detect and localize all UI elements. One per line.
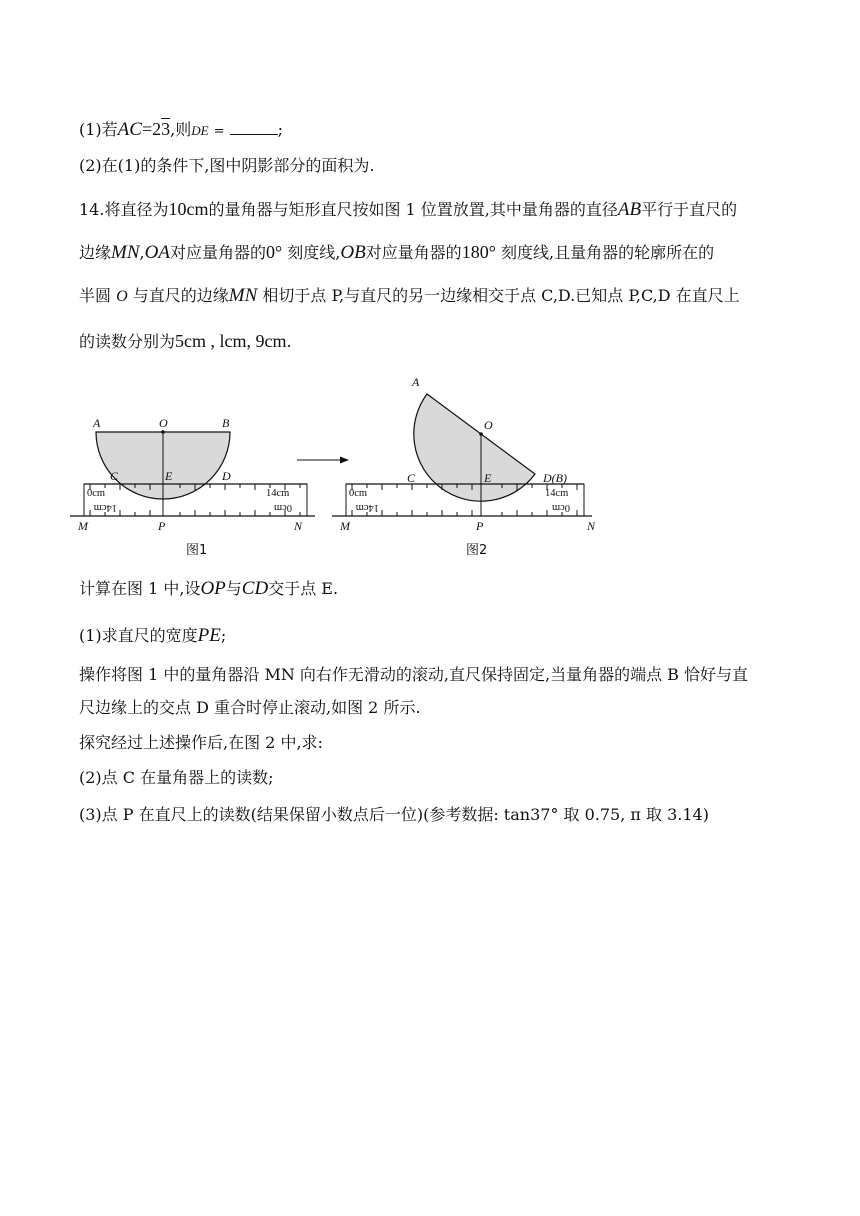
label-e-2: E [484,471,492,485]
label-o-2: O [484,418,493,432]
t: 边缘 [79,243,112,262]
ruler-1-14cm-flipped: 14cm [93,502,117,513]
s3-line: (3)点 P 在直尺上的读数(结果保留小数点后一位)(参考数据: tan37° 取 0.75, π 取 3.14) [79,805,709,824]
op-line1: 操作将图 1 中的量角器沿 MN 向右作无滑动的滚动,直尺保持固定,当量角器的端点 B 恰好与直 [79,665,749,684]
label-a-1: A [93,416,101,430]
t: OB [340,242,366,263]
label-c-2: C [407,471,416,485]
figure-diagrams [70,370,610,560]
p14-line3 [79,285,740,308]
q1-end: ; [277,120,284,139]
t: 5cm , lcm, 9cm [175,331,287,351]
point-o-2 [479,432,483,436]
answer-blank [230,120,278,135]
ruler-1-14cm: 14cm [266,488,290,499]
t: 对应量角器的 [169,243,266,262]
p14-line1 [79,198,737,221]
p14-line4 [79,330,292,353]
label-n-1: N [294,519,303,533]
t: , [139,243,145,262]
t: (1)求直尺的宽度 [79,626,198,645]
ruler-2-14cm: 14cm [545,488,569,499]
op-line2: 尺边缘上的交点 D 重合时停止滚动,如图 2 所示. [79,698,421,717]
t: 相切于点 P,与直尺的另一边缘相交于点 C,D.已知点 P,C,D 在直尺上 [262,286,740,305]
label-o-1: O [159,416,168,430]
t: 10cm [168,199,209,219]
label-d-1: D [222,469,231,483]
label-db-2: D(B) [543,471,567,485]
label-b-1: B [222,416,230,430]
label-p-2: P [476,519,484,533]
t: . [286,332,292,351]
explore-line: 探究经过上述操作后,在图 2 中,求: [79,733,323,752]
q1-eq2: = [213,124,225,139]
q1-prefix: (1)若 [79,120,118,139]
t: ; [220,626,227,645]
label-p-1: P [158,519,166,533]
caption-fig1: 图1 [186,543,208,558]
t: 刻度线, [287,243,341,262]
t: 180° [461,242,496,262]
t: 的读数分别为 [79,332,176,351]
label-m-2: M [340,519,350,533]
ruler-1-0cm-flipped: 0cm [273,502,292,513]
ruler-2-0cm-flipped: 0cm [551,502,570,513]
t: PE [197,625,221,646]
q2-line: (2)在(1)的条件下,图中阴影部分的面积为. [79,156,375,175]
t: AB [617,199,642,220]
t: 平行于直尺的 [641,200,738,219]
figure-1 [70,416,315,533]
t: 对应量角器的 [365,243,462,262]
t: 14.将直径为 [79,200,169,219]
t: 与直尺的边缘 [132,286,229,305]
ruler-2-0cm: 0cm [349,488,368,499]
ruler-1-0cm: 0cm [87,488,106,499]
sqrt-radicand: 3 [161,119,171,139]
t: 0° [265,242,283,262]
t: MN [228,285,258,306]
label-a-2: A [412,375,420,389]
calc-line [79,578,338,600]
label-m-1: M [78,519,88,533]
t: MN [111,242,140,263]
arrow [297,457,349,464]
s2-line: (2)点 C 在量角器上的读数; [79,768,274,787]
t: OA [144,242,170,263]
de-label: DE [191,123,209,138]
t: 与 [225,579,242,598]
label-e-1: E [165,469,173,483]
t: 计算在图 1 中,设 [79,579,201,598]
caption-fig2: 图2 [466,543,488,558]
t: OP [200,578,226,599]
label-c-1: C [110,469,119,483]
t: 半圆 [79,286,112,305]
t: O [116,288,128,305]
p14-line2 [79,241,714,264]
t: 刻度线,且量角器的轮廓所在的 [500,243,715,262]
q1-eq: =2 [141,119,162,139]
t: 的量角器与矩形直尺按如图 1 位置放置,其中量角器的直径 [208,200,618,219]
s1-line [79,625,226,647]
ac-label: AC [117,119,142,140]
q1-then: ,则 [170,120,192,139]
figure-2 [332,375,596,533]
label-n-2: N [587,519,596,533]
t: 交于点 E. [268,579,339,598]
t: CD [241,578,269,599]
q1-line [79,118,283,143]
ruler-2-14cm-flipped: 14cm [355,502,379,513]
point-o-1 [161,430,165,434]
